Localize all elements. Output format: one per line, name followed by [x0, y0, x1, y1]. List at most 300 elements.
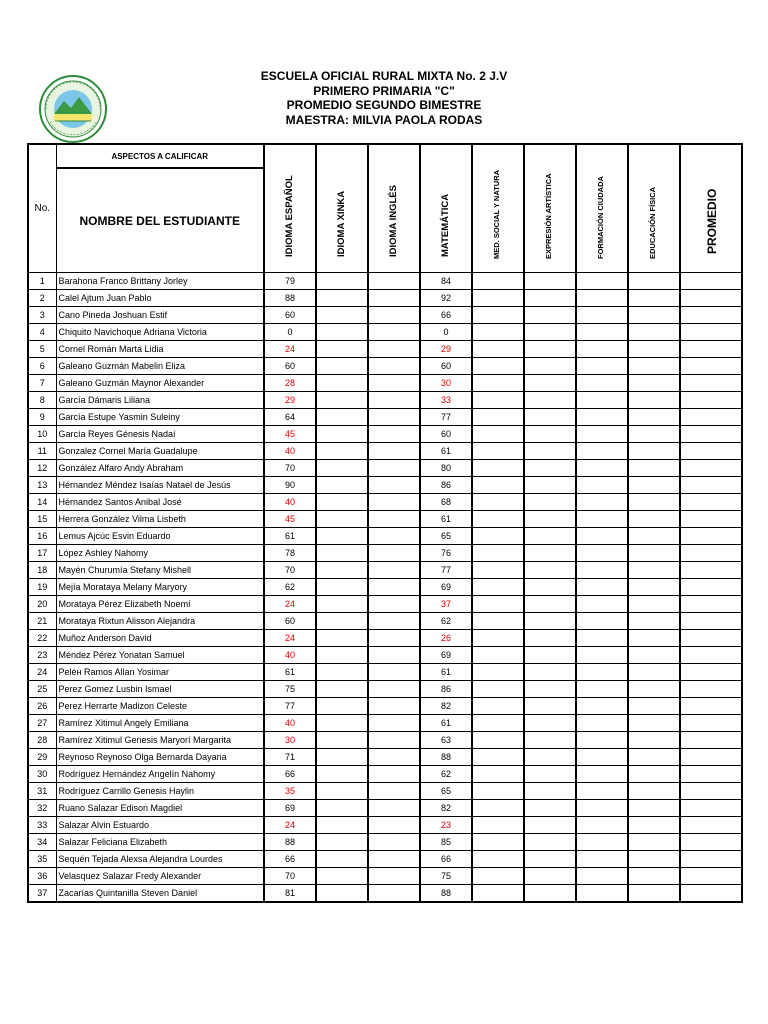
score-espanol: 88 [264, 834, 316, 851]
table-row [28, 630, 742, 647]
score-matematica: 33 [420, 392, 472, 409]
score-ingles [368, 783, 420, 800]
score-xinka [316, 290, 368, 307]
score-medio-social [472, 494, 524, 511]
score-xinka [316, 579, 368, 596]
score-matematica: 86 [420, 681, 472, 698]
student-name: Herrera González Vilma Lisbeth [56, 511, 264, 528]
score-medio-social [472, 375, 524, 392]
score-xinka [316, 511, 368, 528]
score-espanol: 24 [264, 596, 316, 613]
table-row [28, 749, 742, 766]
score-formacion [576, 545, 628, 562]
score-espanol: 24 [264, 817, 316, 834]
score-expresion [524, 681, 576, 698]
score-promedio [680, 426, 742, 443]
score-educacion-fisica [628, 341, 680, 358]
score-promedio [680, 783, 742, 800]
score-matematica: 69 [420, 579, 472, 596]
table-row [28, 732, 742, 749]
score-expresion [524, 460, 576, 477]
score-expresion [524, 647, 576, 664]
score-espanol: 66 [264, 766, 316, 783]
score-medio-social [472, 698, 524, 715]
score-promedio [680, 868, 742, 885]
table-row [28, 426, 742, 443]
score-espanol: 45 [264, 511, 316, 528]
score-matematica: 84 [420, 273, 472, 290]
student-name: Muñoz Anderson David [56, 630, 264, 647]
row-number: 31 [28, 783, 56, 800]
score-expresion [524, 664, 576, 681]
score-ingles [368, 647, 420, 664]
row-number: 13 [28, 477, 56, 494]
student-name: López Ashley Nahomy [56, 545, 264, 562]
row-number: 6 [28, 358, 56, 375]
row-number: 20 [28, 596, 56, 613]
score-xinka [316, 868, 368, 885]
score-expresion [524, 851, 576, 868]
table-row [28, 562, 742, 579]
table-row [28, 494, 742, 511]
score-xinka [316, 613, 368, 630]
score-expresion [524, 817, 576, 834]
score-xinka [316, 817, 368, 834]
score-expresion [524, 698, 576, 715]
score-matematica: 60 [420, 426, 472, 443]
table-row [28, 851, 742, 868]
score-ingles [368, 545, 420, 562]
student-name: Ramírez Xitimul Genesis Maryorí Margarita [56, 732, 264, 749]
row-number: 11 [28, 443, 56, 460]
score-expresion [524, 579, 576, 596]
student-name: Calel Ajtum Juan Pablo [56, 290, 264, 307]
score-matematica: 86 [420, 477, 472, 494]
score-educacion-fisica [628, 749, 680, 766]
table-row [28, 290, 742, 307]
row-number: 7 [28, 375, 56, 392]
score-promedio [680, 596, 742, 613]
student-name: Salazar Feliciana Elizabeth [56, 834, 264, 851]
score-expresion [524, 409, 576, 426]
score-ingles [368, 630, 420, 647]
score-expresion [524, 766, 576, 783]
school-name: ESCUELA OFICIAL RURAL MIXTA No. 2 J.V [260, 69, 508, 83]
score-matematica: 82 [420, 698, 472, 715]
teacher-name: MAESTRA: MILVIA PAOLA RODAS [285, 112, 483, 127]
score-matematica: 29 [420, 341, 472, 358]
score-expresion [524, 562, 576, 579]
student-name: Zacarías Quintanilla Steven Daniel [56, 885, 264, 903]
student-name: Perez Herrarte Madizon Celeste [56, 698, 264, 715]
score-xinka [316, 800, 368, 817]
score-medio-social [472, 715, 524, 732]
student-name: Méndez Pérez Yonatan Samuel [56, 647, 264, 664]
subject-header-medio-social: MED. SOCIAL Y NATURA [472, 144, 524, 273]
row-number: 3 [28, 307, 56, 324]
score-ingles [368, 460, 420, 477]
score-medio-social [472, 868, 524, 885]
score-matematica: 77 [420, 562, 472, 579]
score-educacion-fisica [628, 562, 680, 579]
score-medio-social [472, 528, 524, 545]
score-xinka [316, 596, 368, 613]
score-ingles [368, 885, 420, 903]
score-educacion-fisica [628, 885, 680, 903]
score-formacion [576, 392, 628, 409]
score-educacion-fisica [628, 732, 680, 749]
score-matematica: 66 [420, 851, 472, 868]
score-educacion-fisica [628, 494, 680, 511]
table-row [28, 273, 742, 290]
score-medio-social [472, 630, 524, 647]
score-promedio [680, 698, 742, 715]
score-formacion [576, 375, 628, 392]
score-promedio [680, 562, 742, 579]
score-medio-social [472, 749, 524, 766]
score-xinka [316, 698, 368, 715]
table-row [28, 647, 742, 664]
row-number: 37 [28, 885, 56, 903]
score-xinka [316, 409, 368, 426]
student-name: García Estupe Yasmin Suleiny [56, 409, 264, 426]
report-title: PROMEDIO SEGUNDO BIMESTRE [286, 98, 482, 112]
score-espanol: 40 [264, 715, 316, 732]
student-name: Hérnandez Santos Anibal José [56, 494, 264, 511]
score-xinka [316, 358, 368, 375]
score-expresion [524, 392, 576, 409]
number-column-header: No. [28, 144, 56, 273]
student-name: García Dámaris Liliana [56, 392, 264, 409]
score-xinka [316, 460, 368, 477]
score-formacion [576, 766, 628, 783]
score-matematica: 26 [420, 630, 472, 647]
score-ingles [368, 715, 420, 732]
score-expresion [524, 834, 576, 851]
score-educacion-fisica [628, 307, 680, 324]
score-matematica: 63 [420, 732, 472, 749]
student-name-header: NOMBRE DEL ESTUDIANTE [56, 168, 264, 273]
score-matematica: 61 [420, 443, 472, 460]
table-row [28, 715, 742, 732]
subject-header-matematica: MATEMÁTICA [420, 144, 472, 273]
score-matematica: 65 [420, 783, 472, 800]
score-educacion-fisica [628, 579, 680, 596]
score-formacion [576, 681, 628, 698]
score-ingles [368, 443, 420, 460]
score-formacion [576, 307, 628, 324]
score-xinka [316, 392, 368, 409]
row-number: 27 [28, 715, 56, 732]
score-expresion [524, 528, 576, 545]
score-matematica: 66 [420, 307, 472, 324]
score-educacion-fisica [628, 715, 680, 732]
score-expresion [524, 800, 576, 817]
score-formacion [576, 273, 628, 290]
score-educacion-fisica [628, 528, 680, 545]
score-expresion [524, 341, 576, 358]
score-expresion [524, 732, 576, 749]
subject-header-educacion-fisica: EDUCACIÓN FÍSICA [628, 144, 680, 273]
score-matematica: 60 [420, 358, 472, 375]
score-promedio [680, 409, 742, 426]
score-matematica: 61 [420, 511, 472, 528]
school-seal-icon [38, 74, 108, 144]
score-medio-social [472, 579, 524, 596]
score-ingles [368, 307, 420, 324]
score-medio-social [472, 460, 524, 477]
score-educacion-fisica [628, 443, 680, 460]
table-row [28, 681, 742, 698]
grades-table [27, 143, 743, 903]
table-row [28, 698, 742, 715]
row-number: 29 [28, 749, 56, 766]
row-number: 2 [28, 290, 56, 307]
score-promedio [680, 273, 742, 290]
student-name: Rodríguez Carrillo Genesis Haylin [56, 783, 264, 800]
score-promedio [680, 749, 742, 766]
score-promedio [680, 528, 742, 545]
score-educacion-fisica [628, 511, 680, 528]
score-formacion [576, 715, 628, 732]
score-espanol: 61 [264, 528, 316, 545]
score-espanol: 66 [264, 851, 316, 868]
student-name: Galeano Guzmán Maynor Alexander [56, 375, 264, 392]
document-header [180, 69, 588, 127]
score-espanol: 60 [264, 613, 316, 630]
score-medio-social [472, 766, 524, 783]
grade-section: PRIMERO PRIMARIA "C" [313, 83, 455, 98]
row-number: 33 [28, 817, 56, 834]
score-formacion [576, 358, 628, 375]
score-medio-social [472, 596, 524, 613]
score-ingles [368, 494, 420, 511]
score-expresion [524, 545, 576, 562]
table-row [28, 324, 742, 341]
score-xinka [316, 494, 368, 511]
score-formacion [576, 443, 628, 460]
score-promedio [680, 834, 742, 851]
score-educacion-fisica [628, 324, 680, 341]
score-ingles [368, 817, 420, 834]
score-medio-social [472, 783, 524, 800]
table-row [28, 511, 742, 528]
row-number: 5 [28, 341, 56, 358]
score-espanol: 78 [264, 545, 316, 562]
score-medio-social [472, 545, 524, 562]
score-matematica: 85 [420, 834, 472, 851]
score-expresion [524, 273, 576, 290]
score-ingles [368, 766, 420, 783]
table-row [28, 528, 742, 545]
score-ingles [368, 358, 420, 375]
score-promedio [680, 766, 742, 783]
table-row [28, 443, 742, 460]
score-espanol: 70 [264, 460, 316, 477]
score-educacion-fisica [628, 868, 680, 885]
table-row [28, 817, 742, 834]
score-xinka [316, 375, 368, 392]
score-espanol: 61 [264, 664, 316, 681]
score-expresion [524, 426, 576, 443]
table-row [28, 834, 742, 851]
subject-header-espanol: IDIOMA ESPAÑOL [264, 144, 316, 273]
score-promedio [680, 392, 742, 409]
table-row [28, 613, 742, 630]
row-number: 36 [28, 868, 56, 885]
score-expresion [524, 494, 576, 511]
score-xinka [316, 341, 368, 358]
student-name: Barahona Franco Brittany Jorley [56, 273, 264, 290]
score-promedio [680, 715, 742, 732]
score-promedio [680, 494, 742, 511]
score-expresion [524, 868, 576, 885]
score-educacion-fisica [628, 698, 680, 715]
score-matematica: 65 [420, 528, 472, 545]
score-matematica: 88 [420, 885, 472, 903]
score-ingles [368, 273, 420, 290]
score-educacion-fisica [628, 681, 680, 698]
table-row [28, 783, 742, 800]
student-name: Galeano Guzmán Mabelin Eliza [56, 358, 264, 375]
score-expresion [524, 715, 576, 732]
score-educacion-fisica [628, 800, 680, 817]
score-ingles [368, 868, 420, 885]
score-xinka [316, 562, 368, 579]
table-row [28, 868, 742, 885]
score-formacion [576, 885, 628, 903]
score-espanol: 40 [264, 647, 316, 664]
score-promedio [680, 477, 742, 494]
score-matematica: 62 [420, 613, 472, 630]
score-espanol: 45 [264, 426, 316, 443]
table-row [28, 477, 742, 494]
student-name: Peléн Ramos Allan Yosimar [56, 664, 264, 681]
score-ingles [368, 681, 420, 698]
row-number: 1 [28, 273, 56, 290]
score-espanol: 35 [264, 783, 316, 800]
score-formacion [576, 494, 628, 511]
score-formacion [576, 800, 628, 817]
student-name: Cornel Román Marta Lidia [56, 341, 264, 358]
score-formacion [576, 834, 628, 851]
table-row [28, 885, 742, 903]
score-educacion-fisica [628, 460, 680, 477]
row-number: 4 [28, 324, 56, 341]
score-formacion [576, 698, 628, 715]
score-xinka [316, 477, 368, 494]
row-number: 21 [28, 613, 56, 630]
student-name: García Reyes Génesis Nadaí [56, 426, 264, 443]
score-promedio [680, 460, 742, 477]
school-seal-logo [38, 74, 108, 144]
score-medio-social [472, 273, 524, 290]
score-formacion [576, 324, 628, 341]
table-row [28, 800, 742, 817]
score-xinka [316, 783, 368, 800]
score-promedio [680, 545, 742, 562]
score-promedio [680, 630, 742, 647]
score-xinka [316, 273, 368, 290]
score-xinka [316, 681, 368, 698]
subject-header-formacion: FORMACIÓN CIUDADA [576, 144, 628, 273]
score-matematica: 82 [420, 800, 472, 817]
score-xinka [316, 664, 368, 681]
score-promedio [680, 324, 742, 341]
score-ingles [368, 324, 420, 341]
score-espanol: 30 [264, 732, 316, 749]
score-expresion [524, 511, 576, 528]
score-ingles [368, 375, 420, 392]
score-espanol: 81 [264, 885, 316, 903]
score-expresion [524, 596, 576, 613]
score-promedio [680, 307, 742, 324]
score-formacion [576, 511, 628, 528]
score-xinka [316, 545, 368, 562]
row-number: 23 [28, 647, 56, 664]
subject-header-ingles: IDIOMA INGLÉS [368, 144, 420, 273]
score-promedio [680, 681, 742, 698]
subject-header-expresion: EXPRESIÓN ARTÍSTICA [524, 144, 576, 273]
score-xinka [316, 647, 368, 664]
score-formacion [576, 426, 628, 443]
student-name: Reynoso Reynoso Olga Bernarda Dayana [56, 749, 264, 766]
score-educacion-fisica [628, 851, 680, 868]
score-ingles [368, 426, 420, 443]
table-row [28, 409, 742, 426]
score-xinka [316, 715, 368, 732]
score-ingles [368, 749, 420, 766]
score-espanol: 79 [264, 273, 316, 290]
score-medio-social [472, 307, 524, 324]
score-matematica: 92 [420, 290, 472, 307]
row-number: 16 [28, 528, 56, 545]
score-promedio [680, 511, 742, 528]
score-promedio [680, 290, 742, 307]
score-expresion [524, 613, 576, 630]
score-expresion [524, 358, 576, 375]
score-medio-social [472, 851, 524, 868]
score-matematica: 0 [420, 324, 472, 341]
score-formacion [576, 630, 628, 647]
score-matematica: 88 [420, 749, 472, 766]
score-promedio [680, 885, 742, 903]
score-promedio [680, 851, 742, 868]
score-formacion [576, 732, 628, 749]
row-number: 17 [28, 545, 56, 562]
student-name: Mejía Morataya Melany Maryory [56, 579, 264, 596]
score-formacion [576, 664, 628, 681]
score-xinka [316, 426, 368, 443]
score-espanol: 70 [264, 868, 316, 885]
score-educacion-fisica [628, 630, 680, 647]
score-matematica: 61 [420, 715, 472, 732]
score-promedio [680, 375, 742, 392]
score-matematica: 23 [420, 817, 472, 834]
score-formacion [576, 579, 628, 596]
score-medio-social [472, 647, 524, 664]
score-formacion [576, 817, 628, 834]
score-ingles [368, 732, 420, 749]
score-espanol: 24 [264, 630, 316, 647]
score-formacion [576, 341, 628, 358]
score-espanol: 60 [264, 307, 316, 324]
score-xinka [316, 749, 368, 766]
score-promedio [680, 664, 742, 681]
student-name: Rodríguez Hernández Angelín Nahomy [56, 766, 264, 783]
score-promedio [680, 647, 742, 664]
score-matematica: 77 [420, 409, 472, 426]
